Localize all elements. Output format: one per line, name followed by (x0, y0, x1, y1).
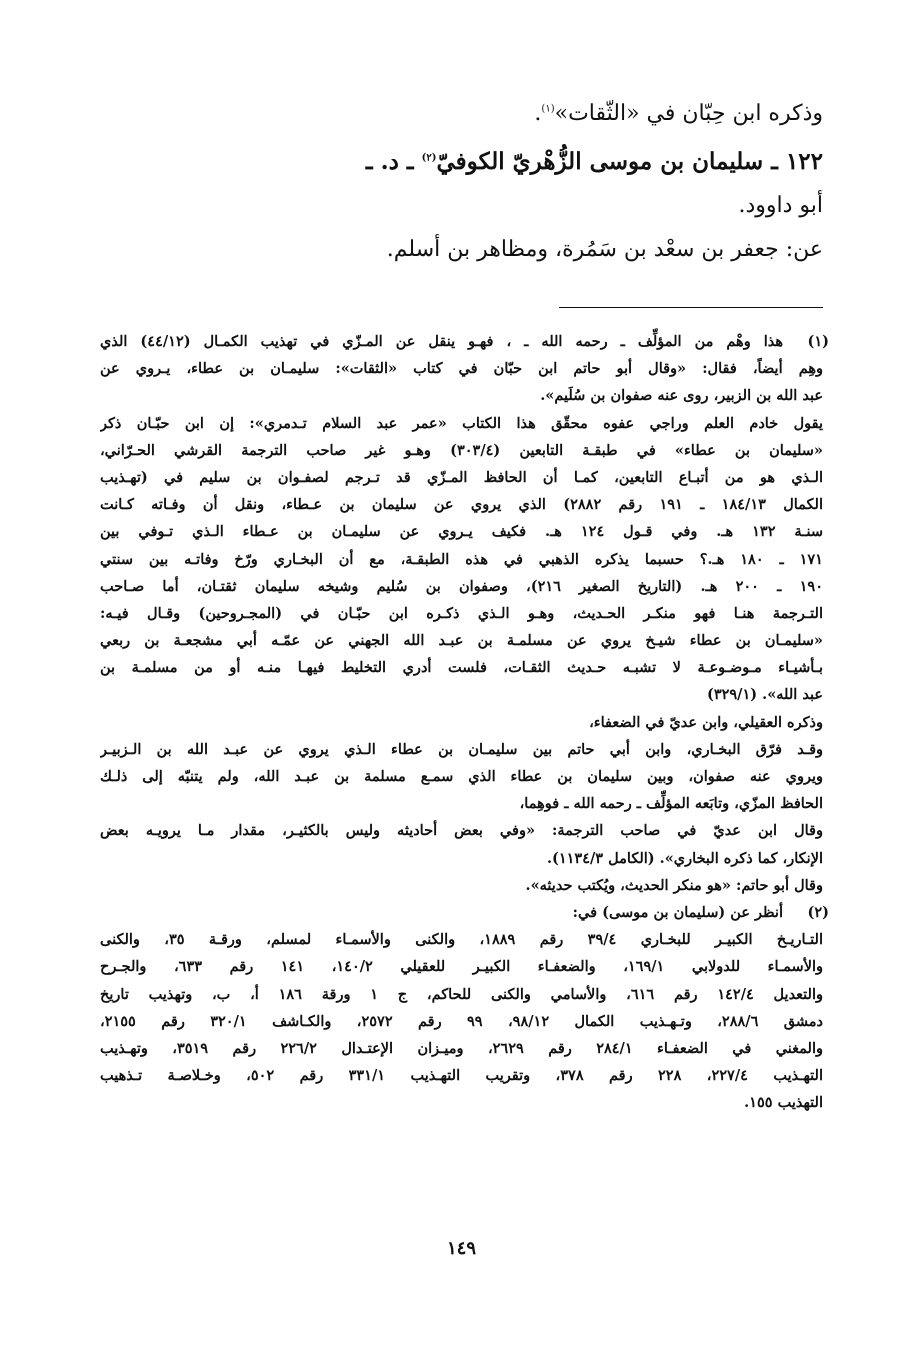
footnote-1-line: سنـة ١٣٢ هـ. وفي قـول ١٢٤ هـ. فكيف يـروي عن سليمـان بن عـطاء الـذي تـوفي بين (100, 523, 823, 541)
footnote-2-line: والمغني في الضعفـاء ٢٨٤/١ رقم ٢٦٢٩، وميـزان الإعتـدال ٢٢٦/٢ رقم ٣٥١٩، وتهـذيب (100, 1039, 823, 1057)
footnotes (100, 328, 829, 1116)
footnote-1-line: الكمال ١٨٤/١٣ ـ ١٩١ رقم ٢٨٨٢) الذي يروي عن سليمان بن عـطاء، ونقل أن وفـاته كـانت (100, 496, 823, 514)
footnote-2-line: والأسمـاء للدولابي ١٦٩/١، والضعفـاء الكبيـر للعقيلي ١٤٠/٢، ١٤١ رقم ٦٣٣، والجـرح (100, 958, 823, 976)
footnote-2-line: دمشق ٢٨٨/٦، وتـهـذيب الكمال ٩٨/١٢، ٩٩ رقم ٢٥٧٢، والكـاشف ٣٢٠/١ رقم ٢١٥٥، (100, 1012, 823, 1030)
footnote-2-line: التهذيب ١٥٥. (744, 1094, 823, 1112)
footnote-1-line: «سليمان بن عطاء» في طبقـة التابعين (٣٠٣/٤) وهـو غير صاحب الترجمة القرشي الحـرّاني، (100, 441, 823, 459)
footnote-1-marker: (١) (807, 333, 829, 350)
footnote-2-line: والتعديل ١٤٢/٤ رقم ٦١٦، والأسامي والكنى للحاكم، ج ١ ورقة ١٨٦ أ، ب، وتهذيب تاريخ (100, 985, 823, 1003)
footnote-1-line: الـذي هو من أتبـاع التابعين، كمـا أن الحافظ المـزّي قد تـرجم لصفـوان بن سليم في (تهـذيب (100, 468, 823, 486)
entry-title-text: ١٢٢ ـ سليمان بن موسى الزُّهْريّ الكوفيّ (436, 148, 823, 175)
footnote-1-line: وهِم أيضاً، فقال: «وقال أبو حاتم ابن حبّان في كتاب «الثقات»: سليمـان بن عطاء، يـروي عن (100, 360, 823, 378)
footnote-1-line: ١٧١ ـ ١٨٠ هـ.؟ حسبما يذكره الذهبي في هذه الطبقـة، مع أن البخـاري ورّخ وفاتـه بين سنتي (100, 550, 823, 568)
footnote-1 (100, 328, 829, 899)
entry-title-tail: ـ د. ـ (365, 148, 422, 175)
footnote-1-line: وقـد فرّق البخـاري، وابن أبي حاتم بين سليمـان بن عطاء الـذي يروي عن عبـد الله بن الـزبيـر (100, 740, 823, 758)
footnote-2-lines (100, 899, 823, 1117)
footnote-1-line: عبد الله بن الزبير، روى عنه صفوان بن سُلَيم». (540, 387, 823, 405)
book-page (100, 0, 829, 1360)
footnote-1-line: «سليمـان بن عطاء شيـخ يروي عن مسلمـة بن عبـد الله الجهني عن عمّـه أبي مشجعـة بن ربعي (100, 632, 823, 650)
footnote-2 (100, 899, 829, 1117)
footnote-ref-1: (١) (541, 103, 555, 115)
footnote-1-line: الحافظ المزّي، وتابَعه المؤلِّف ـ رحمه الله ـ فوهِما، (519, 795, 823, 813)
main-line-1-text: وذكره ابن حِبّان في «الثّقات» (554, 101, 823, 126)
footnote-1-line: التـرجمة هنـا فهو منكـر الحـديث، وهـو الـذي ذكـره ابن حبّـان في (المجـروحين) وقـال فيـه: (100, 604, 823, 622)
footnote-2-line: التـاريـخ الكبيـر للبخـاري ٣٩/٤ رقم ١٨٨٩، والكنى والأسمـاء لمسلم، ورقـة ٣٥، والكنى (100, 931, 823, 949)
footnote-1-line: وقال ابن عديّ في صاحب الترجمة: «وفي بعض أحاديثه وليس بالكثيـر، مقدار مـا يرويـه بعض (100, 822, 823, 840)
footnote-2-line: أنظر عن (سليمان بن موسى) في: (572, 903, 783, 921)
main-line-3: أبو داوود. (738, 193, 823, 218)
footnote-1-line: ويروي عنه صفوان، وبين سليمان بن عطاء الذي سمـع مسلمة بن عبـد الله، ولم يتنبّه إلى ذلـك (100, 768, 823, 785)
footnote-2-marker: (٢) (807, 903, 829, 921)
main-line-4: عن: جعفر بن سعْد بن سَمُرة، ومظاهر بن أسلم. (386, 237, 823, 262)
footnote-2-line: التهـذيب ٢٢٧/٤، ٢٢٨ رقم ٣٧٨، وتقريب التهـذيب ٣٣١/١ رقم ٥٠٢، وخـلاصـة تـذهيب (100, 1067, 823, 1085)
footnote-1-line: وقال أبو حاتم: «هو منكر الحديث، ويُكتب حديثه». (525, 876, 823, 894)
footnote-1-line: الإنكار، كما ذكره البخاري». (الكامل ١١٣٤/٣). (546, 849, 823, 867)
page-number: ١٤٩ (446, 1238, 476, 1259)
footnote-1-line: يقول خادم العلم وراجي عفوه محقّق هذا الكتاب «عمر عبد السلام تـدمري»: إن ابن حبّـان ذكر (100, 414, 823, 432)
main-line-1-end: . (534, 101, 542, 126)
footnote-1-line: وذكره العقيلي، وابن عديّ في الضعفاء، (589, 713, 823, 731)
footnote-ref-2: (٢) (421, 152, 437, 164)
footnote-separator (559, 307, 823, 308)
footnote-1-line: عبد الله». (٣٢٩/١) (706, 686, 823, 704)
main-line-1 (100, 92, 823, 136)
footnote-1-line: هذا وهْم من المؤلِّف ـ رحمه الله ـ ، فهـو ينقل عن المـزّي في تهذيب الكمـال (٤٤/١٢) الذي (100, 333, 783, 350)
footnote-1-lines (100, 328, 823, 899)
footnote-1-line: ١٩٠ ـ ٢٠٠ هـ. (التاريخ الصغير ٢١٦)، وصفوان بن سُليم وشيخه سليمان ثقتـان، أما صـاحب (100, 577, 823, 595)
footnote-1-line: بـأشيـاء مـوضـوعـة لا تشبـه حـديث الثقـات، فلست أدري التخليط فيهـا منـه أو من مسلمـة بن (100, 659, 823, 677)
main-text (100, 92, 823, 272)
entry-title (100, 140, 823, 184)
